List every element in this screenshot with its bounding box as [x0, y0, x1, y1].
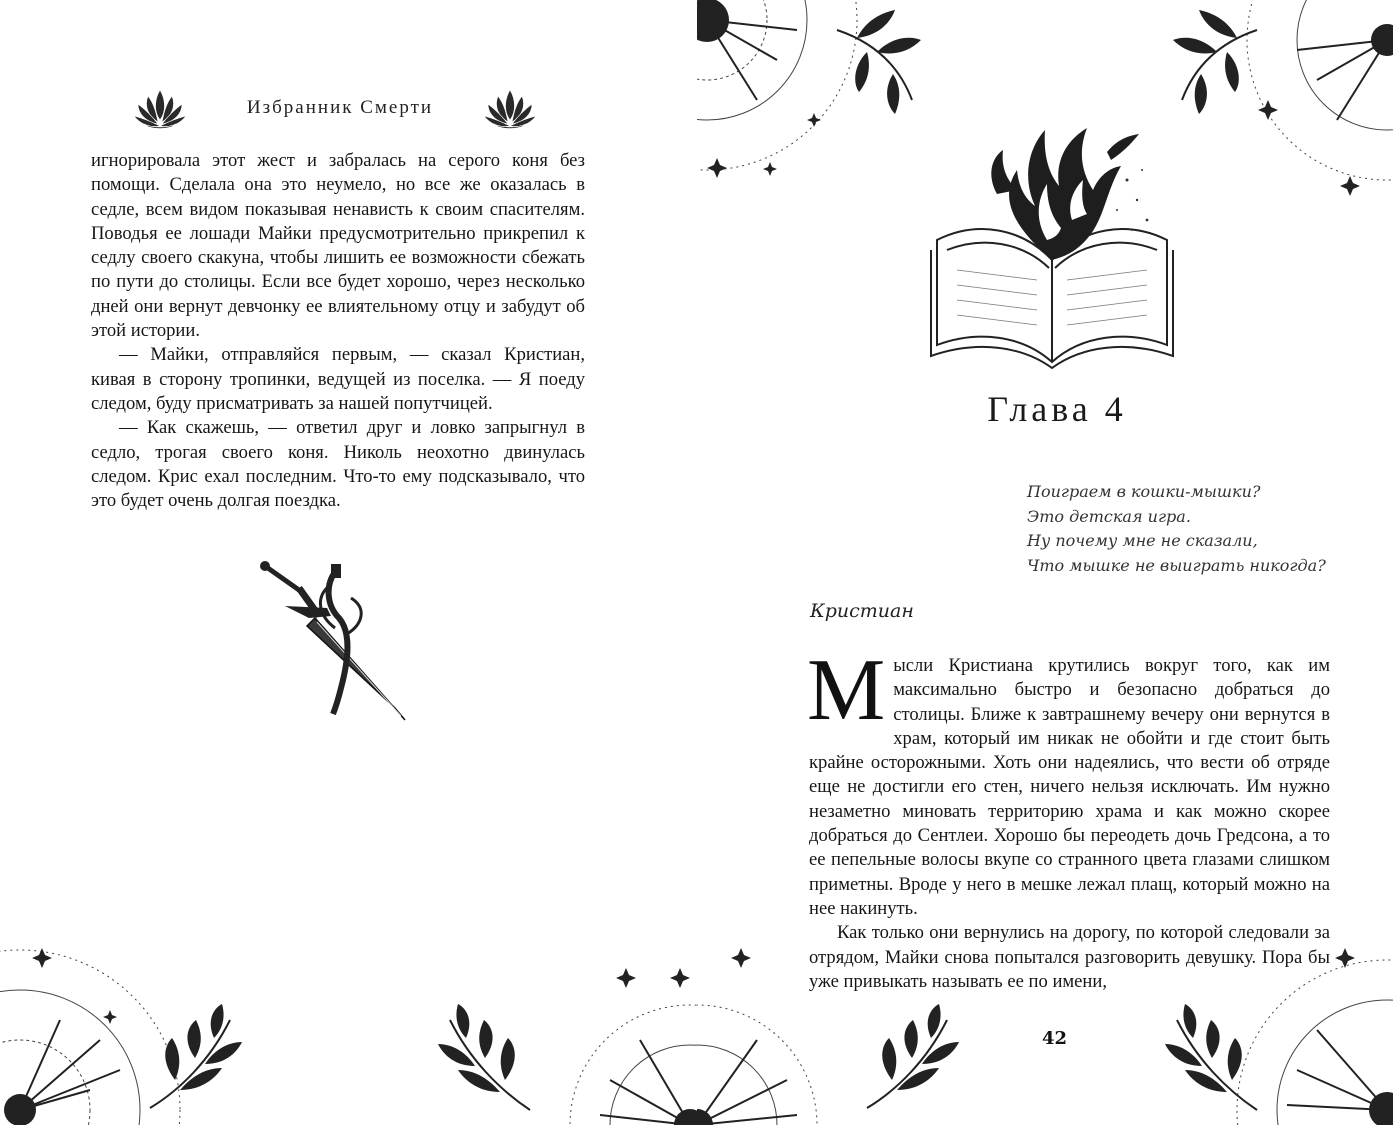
- burning-book-illustration-icon: [927, 110, 1177, 370]
- paragraph: — Майки, отправляйся первым, — сказал Кристиан, кивая в сторону тропинки, ведущей из поселка. — Я поеду следом, буду присматривать за нашей попутчицей.: [91, 344, 585, 414]
- running-head-title: Избранник Смерти: [246, 97, 434, 118]
- epigraph: [1027, 480, 1327, 578]
- narrator-name: Кристиан: [810, 600, 914, 622]
- epigraph-line: Поиграем в кошки-мышки?: [1027, 482, 1261, 501]
- paragraph: [807, 642, 1330, 921]
- decorative-border-icon: [697, 940, 1393, 1125]
- epigraph-line: Это детская игра.: [1027, 506, 1191, 526]
- lotus-ornament-icon: [130, 84, 190, 134]
- drop-cap: М: [807, 642, 886, 739]
- chapter-title: Глава 4: [987, 389, 1127, 429]
- lotus-ornament-icon: [480, 84, 540, 134]
- paragraph-text: ысли Кристиана крутились вокруг того, как им максимально быстро и безопасно добраться до столицы. Ближе к завтрашнему вечеру они вернутся в храм, который им никак не обойти и где стоит быть крайне осторожными. Хоть они надеялись, что вести об отряде еще не достигли его стен, ничего нельзя исключать. Им нужно незаметно миновать территорию храма и как можно скорее добраться до Сентлеи. Хорошо бы переодеть дочь Гредсона, а то ее пепельные волосы вкупе со странного цвета глазами слишком приметны. Вроде у него в мешке лежал плащ, который можно на нее накинуть.: [809, 655, 1330, 919]
- right-page: [697, 0, 1393, 1125]
- decorative-border-icon: [0, 940, 697, 1125]
- page-number: 42: [1042, 1028, 1068, 1049]
- left-body-text: [91, 149, 585, 513]
- paragraph: — Как скажешь, — ответил друг и ловко запрыгнул в седло, трогая своего коня. Николь неохотно двинулась следом. Крис ехал последним. Что-то ему подсказывало, что это будет очень долгая поездка.: [91, 417, 585, 512]
- sword-illustration-icon: [255, 558, 415, 726]
- paragraph: Как только они вернулись на дорогу, по которой следовали за отрядом, Майки снова попытался разговорить девушку. Пора бы уже привыкать называть ее по имени,: [809, 922, 1330, 992]
- epigraph-line: Что мышке не выиграть никогда?: [1027, 555, 1326, 575]
- paragraph: игнорировала этот жест и забралась на серого коня без помощи. Сделала она это неумело, но все же оказалась в седле, всем видом показывая ненависть к своим спасителям. Поводья ее лошади Майки предусмотрительно прикрепил к седлу своего скакуна, чтобы лишить ее возможности сбежать по пути до столицы. Если все будет хорошо, через несколько дней они вернут девчонку ее влиятельному отцу и забудут об этой истории.: [91, 150, 585, 342]
- epigraph-line: Ну почему мне не сказали,: [1027, 531, 1258, 550]
- running-head: [130, 84, 550, 134]
